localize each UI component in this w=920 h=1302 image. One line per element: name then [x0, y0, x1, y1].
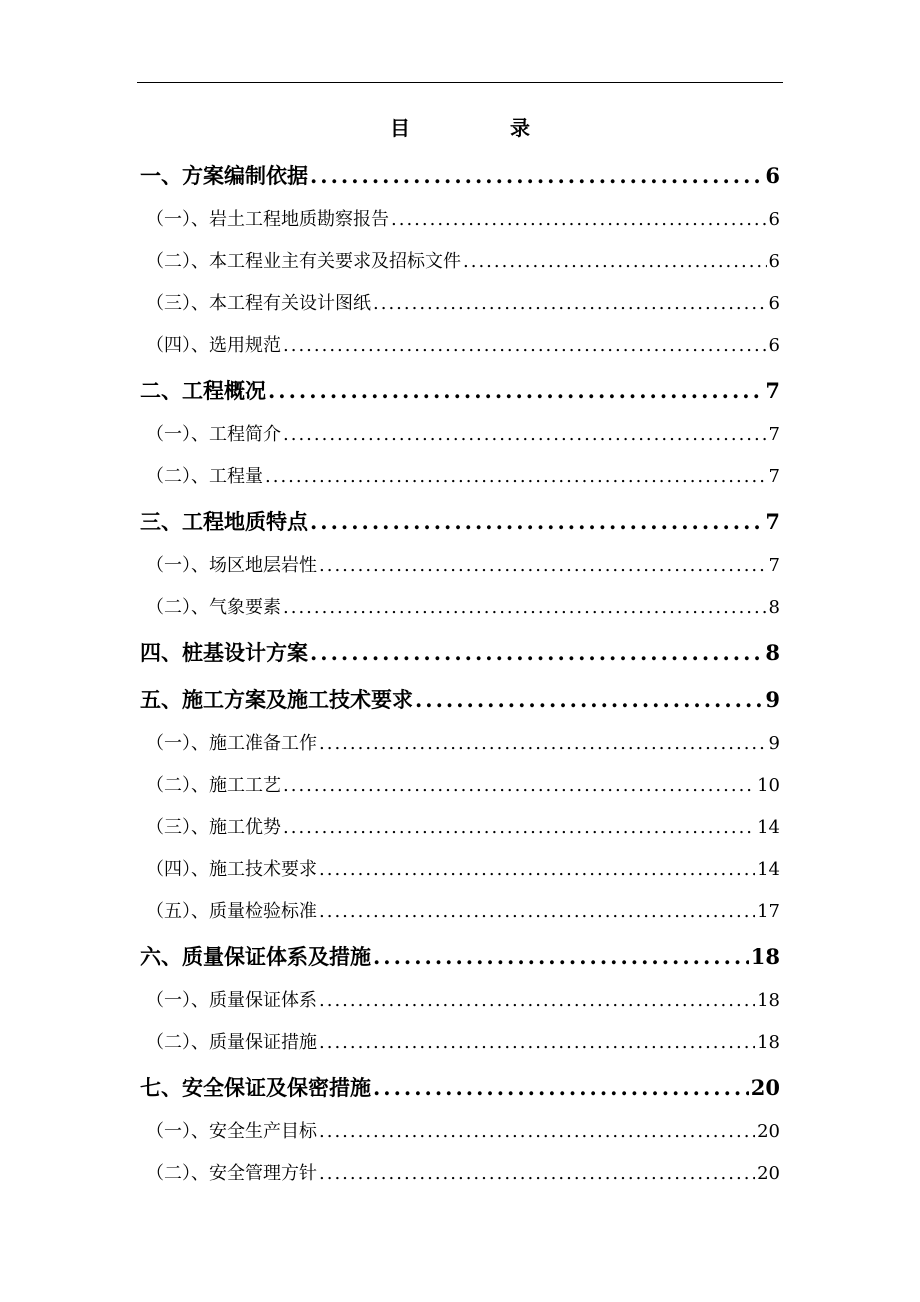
toc-section-entry[interactable] [140, 199, 780, 241]
toc-section-entry[interactable] [140, 545, 780, 587]
toc-page-number: 20 [757, 1121, 780, 1142]
toc-section-entry[interactable] [140, 1153, 780, 1195]
toc-entry-label: （四）、选用规范 [146, 335, 281, 356]
toc-dot-leader [268, 367, 763, 414]
toc-dot-leader [310, 498, 763, 545]
toc-chapter-entry[interactable] [140, 367, 780, 414]
toc-entry-label: （五）、质量检验标准 [146, 901, 317, 922]
toc-section-entry[interactable] [140, 241, 780, 283]
toc-dot-leader [373, 933, 749, 980]
toc-entry-label: （二）、施工工艺 [146, 775, 281, 796]
toc-page-number: 6 [768, 293, 780, 314]
toc-chapter-entry[interactable] [140, 629, 780, 676]
toc-entry-label: （三）、施工优势 [146, 817, 281, 838]
toc-section-entry[interactable] [140, 980, 780, 1022]
toc-dot-leader [283, 414, 767, 456]
toc-page-number: 7 [768, 555, 780, 576]
toc-page-number: 10 [757, 775, 780, 796]
toc-page-number: 6 [768, 335, 780, 356]
toc-dot-leader [283, 807, 755, 849]
toc-entry-label: 四、桩基设计方案 [140, 640, 308, 665]
toc-chapter-entry[interactable] [140, 1064, 780, 1111]
toc-dot-leader [391, 199, 767, 241]
toc-page-number: 9 [768, 733, 780, 754]
toc-chapter-entry[interactable] [140, 933, 780, 980]
toc-dot-leader [319, 891, 755, 933]
toc-entry-label: （一）、质量保证体系 [146, 990, 317, 1011]
toc-chapter-entry[interactable] [140, 676, 780, 723]
toc-entry-label: 六、质量保证体系及措施 [140, 944, 371, 969]
toc-page-number: 6 [768, 209, 780, 230]
toc-page-number: 18 [757, 990, 780, 1011]
toc-section-entry[interactable] [140, 849, 780, 891]
toc-chapter-entry[interactable] [140, 152, 780, 199]
toc-dot-leader [310, 629, 763, 676]
toc-page-number: 18 [750, 944, 780, 969]
toc-title: 目 录 [390, 116, 570, 140]
toc-dot-leader [265, 456, 767, 498]
toc-section-entry[interactable] [140, 1022, 780, 1064]
toc-page-number: 20 [757, 1163, 780, 1184]
toc-section-entry[interactable] [140, 283, 780, 325]
toc-dot-leader [319, 723, 767, 765]
toc-entry-label: 七、安全保证及保密措施 [140, 1075, 371, 1100]
toc-section-entry[interactable] [140, 807, 780, 849]
toc-page-number: 8 [768, 597, 780, 618]
toc-section-entry[interactable] [140, 325, 780, 367]
toc-chapter-entry[interactable] [140, 498, 780, 545]
toc-page-number: 7 [765, 509, 780, 534]
toc-dot-leader [319, 1111, 755, 1153]
header-rule [137, 82, 783, 83]
toc-page-number: 8 [765, 640, 780, 665]
toc-dot-leader [463, 241, 767, 283]
toc-dot-leader [319, 1022, 755, 1064]
toc-entry-label: 一、方案编制依据 [140, 163, 308, 188]
toc-page-number: 7 [768, 466, 780, 487]
table-of-contents [140, 152, 780, 1195]
toc-section-entry[interactable] [140, 587, 780, 629]
toc-entry-label: 三、工程地质特点 [140, 509, 308, 534]
toc-page-number: 18 [757, 1032, 780, 1053]
toc-dot-leader [310, 152, 763, 199]
toc-dot-leader [319, 980, 755, 1022]
toc-dot-leader [319, 545, 767, 587]
toc-dot-leader [373, 1064, 749, 1111]
toc-entry-label: （二）、气象要素 [146, 597, 281, 618]
toc-page-number: 14 [757, 817, 780, 838]
toc-dot-leader [319, 1153, 755, 1195]
toc-dot-leader [415, 676, 763, 723]
toc-dot-leader [283, 587, 767, 629]
toc-section-entry[interactable] [140, 1111, 780, 1153]
toc-page-number: 20 [750, 1075, 780, 1100]
toc-page-number: 6 [768, 251, 780, 272]
toc-entry-label: （三）、本工程有关设计图纸 [146, 293, 371, 314]
toc-entry-label: 五、施工方案及施工技术要求 [140, 687, 413, 712]
toc-section-entry[interactable] [140, 456, 780, 498]
toc-entry-label: （一）、场区地层岩性 [146, 555, 317, 576]
toc-section-entry[interactable] [140, 723, 780, 765]
toc-page-number: 17 [757, 901, 780, 922]
toc-page-number: 7 [768, 424, 780, 445]
toc-page-number: 9 [765, 687, 780, 712]
toc-entry-label: （二）、工程量 [146, 466, 263, 487]
toc-dot-leader [283, 765, 755, 807]
toc-section-entry[interactable] [140, 891, 780, 933]
toc-section-entry[interactable] [140, 765, 780, 807]
toc-entry-label: （二）、本工程业主有关要求及招标文件 [146, 251, 461, 272]
toc-dot-leader [283, 325, 767, 367]
toc-dot-leader [319, 849, 755, 891]
toc-page-number: 14 [757, 859, 780, 880]
toc-entry-label: （一）、工程简介 [146, 424, 281, 445]
toc-page-number: 6 [765, 163, 780, 188]
toc-entry-label: （二）、质量保证措施 [146, 1032, 317, 1053]
toc-entry-label: （二）、安全管理方针 [146, 1163, 317, 1184]
toc-entry-label: （一）、岩土工程地质勘察报告 [146, 209, 389, 230]
toc-page-number: 7 [765, 378, 780, 403]
toc-entry-label: （一）、安全生产目标 [146, 1121, 317, 1142]
toc-entry-label: （四）、施工技术要求 [146, 859, 317, 880]
toc-entry-label: 二、工程概况 [140, 378, 266, 403]
toc-dot-leader [373, 283, 767, 325]
toc-section-entry[interactable] [140, 414, 780, 456]
toc-entry-label: （一）、施工准备工作 [146, 733, 317, 754]
